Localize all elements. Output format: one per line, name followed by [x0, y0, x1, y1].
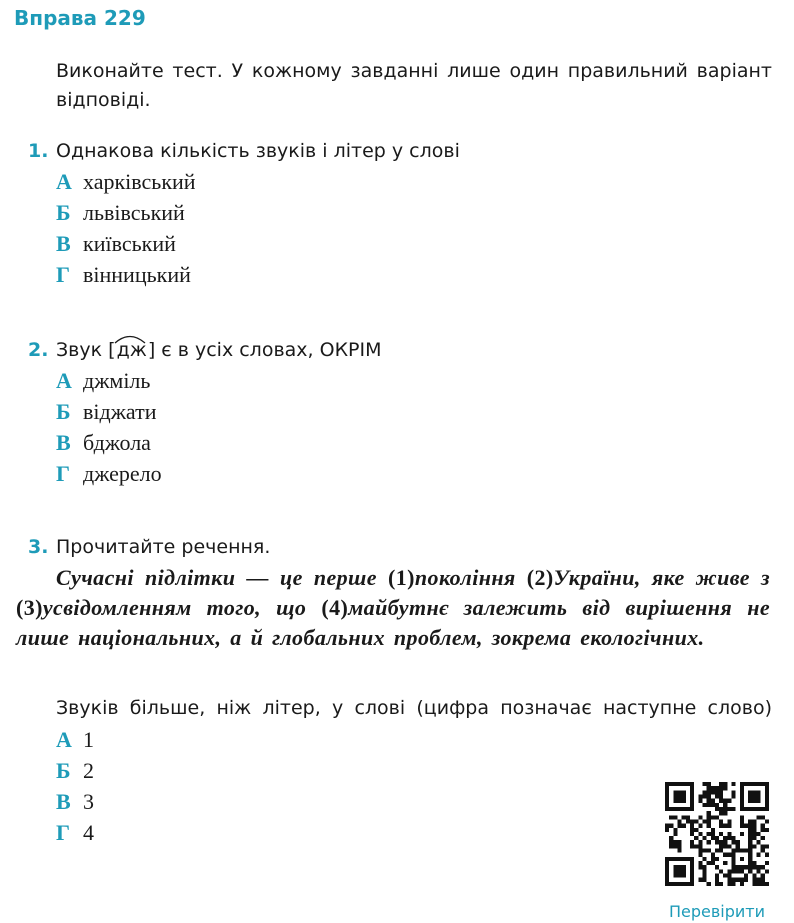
option-letter: Г — [56, 262, 70, 287]
option-letter: Б — [56, 200, 71, 225]
question-2-option-d[interactable] — [56, 461, 162, 491]
option-text: 3 — [83, 789, 94, 814]
option-text: 1 — [83, 727, 94, 752]
question-3-option-a[interactable] — [56, 727, 94, 757]
question-3-subquestion: Звуків більше, ніж літер, у слові (цифра позначає наступне слово) — [56, 697, 772, 719]
passage-marker-1: (1) — [388, 565, 415, 590]
option-text: київський — [83, 231, 176, 256]
option-text: харківський — [83, 169, 196, 194]
option-text: віджати — [83, 399, 157, 424]
passage-text: України, яке живе з — [553, 565, 770, 590]
option-letter: Б — [56, 758, 71, 783]
option-letter: Б — [56, 399, 71, 424]
question-3-option-c[interactable] — [56, 789, 94, 819]
option-letter: Г — [56, 461, 70, 486]
question-3-option-b[interactable] — [56, 758, 94, 788]
option-text: львівський — [83, 200, 185, 225]
option-text: джерело — [83, 461, 162, 486]
question-1-option-c[interactable] — [56, 231, 176, 261]
option-letter: В — [56, 231, 71, 256]
affricate-arc-icon — [113, 332, 147, 344]
affricate-sound — [116, 339, 148, 361]
question-2-text — [56, 339, 382, 361]
option-letter: А — [56, 169, 72, 194]
option-letter: А — [56, 368, 72, 393]
passage-marker-2: (2) — [526, 565, 554, 590]
qr-code-icon[interactable] — [665, 782, 769, 886]
question-1-option-a[interactable] — [56, 169, 196, 199]
question-2-option-c[interactable] — [56, 430, 151, 460]
question-3-text: Прочитайте речення. — [56, 536, 271, 558]
question-3-option-d[interactable] — [56, 820, 94, 850]
question-2-option-a[interactable] — [56, 368, 150, 398]
exercise-title: Вправа 229 — [14, 6, 146, 30]
option-text: 2 — [83, 758, 94, 783]
question-2-text-before: Звук [ — [56, 339, 116, 361]
affricate-sound-text: дж — [116, 339, 147, 361]
passage-text: усвідомленням того, що — [42, 595, 322, 620]
option-letter: В — [56, 789, 71, 814]
question-1-number: 1. — [28, 140, 49, 162]
passage-text: Сучасні підлітки — це перше — [56, 565, 389, 590]
question-3-passage — [16, 563, 770, 653]
passage-text: майбутнє залежить від вирішення не лише національних, а й глобальних проблем, зокрема екологічних. — [16, 595, 770, 650]
passage-text: покоління — [414, 565, 527, 590]
option-letter: Г — [56, 820, 70, 845]
option-text: джміль — [83, 368, 151, 393]
exercise-instructions: Виконайте тест. У кожному завданні лише один правильний варіант відповіді. — [56, 60, 772, 111]
question-1-option-d[interactable] — [56, 262, 191, 292]
passage-marker-4: (4) — [321, 595, 349, 620]
option-text: бджола — [83, 430, 151, 455]
question-1-text: Однакова кількість звуків і літер у слові — [56, 140, 460, 162]
question-3-number: 3. — [28, 536, 49, 558]
option-text: 4 — [83, 820, 94, 845]
question-2-option-b[interactable] — [56, 399, 156, 429]
question-2-number: 2. — [28, 339, 49, 361]
option-text: вінницький — [83, 262, 191, 287]
option-letter: В — [56, 430, 71, 455]
question-2-text-after: ] є в усіх словах, ОКРІМ — [147, 339, 382, 361]
passage-marker-3: (3) — [16, 595, 43, 620]
option-letter: А — [56, 727, 72, 752]
question-1-option-b[interactable] — [56, 200, 185, 230]
check-answers-link[interactable]: Перевірити — [669, 902, 766, 921]
